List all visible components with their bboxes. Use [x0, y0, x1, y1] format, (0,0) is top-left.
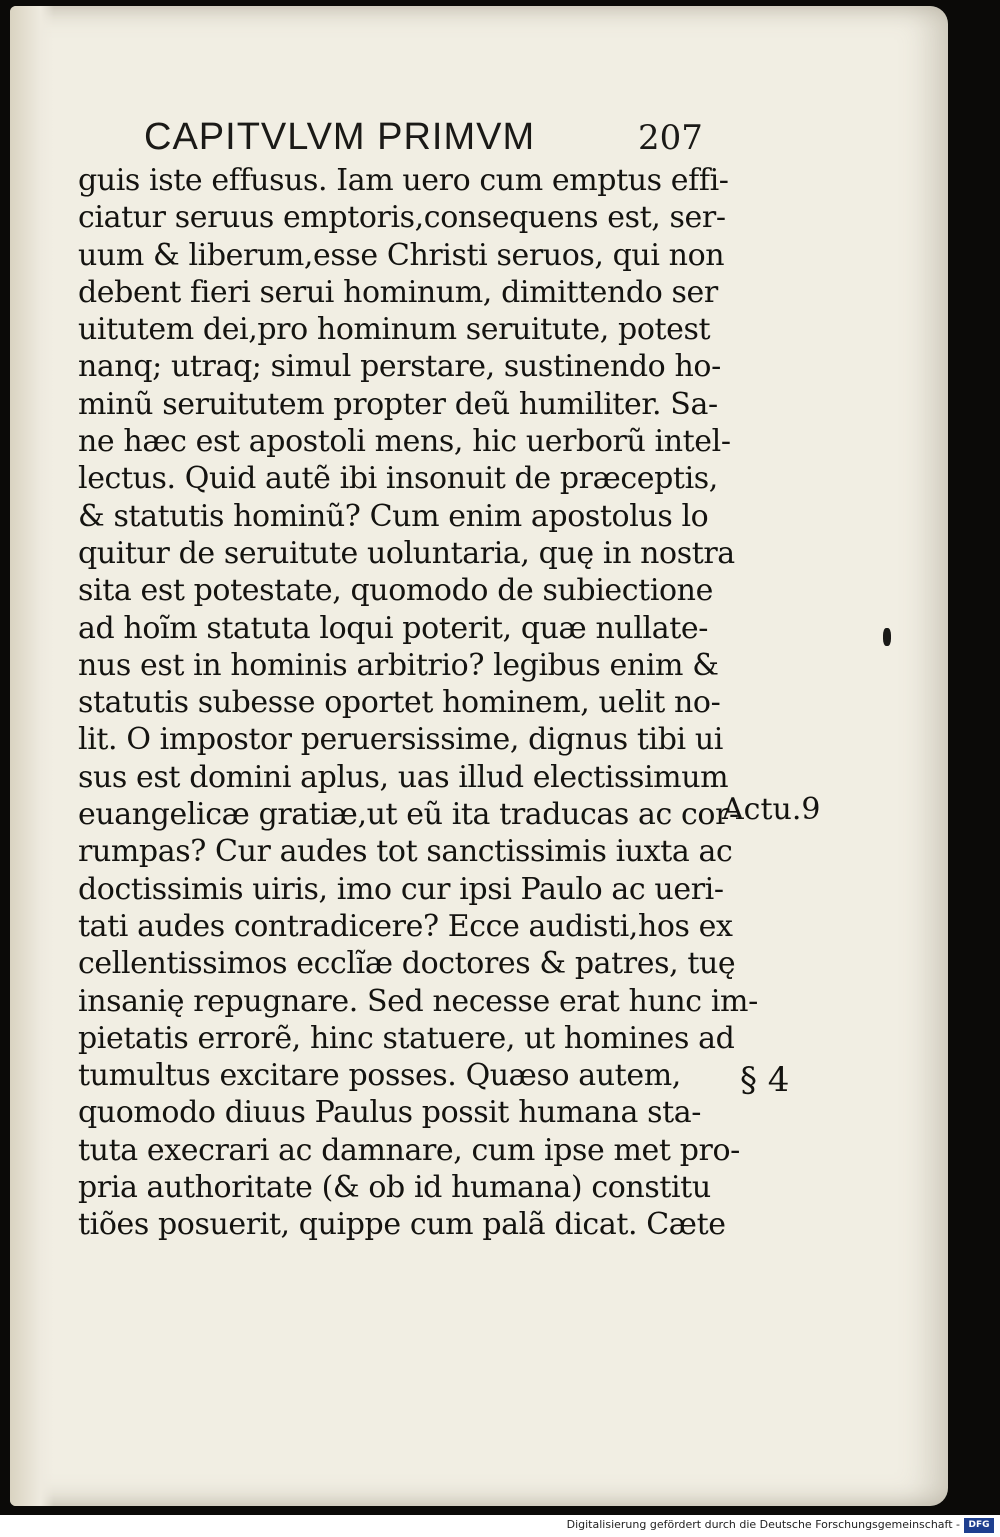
text-line: pria authoritate (& ob id humana) constitu [78, 1170, 711, 1206]
running-title: CAPITVLVM PRIMVM [144, 116, 536, 158]
text-line: pietatis errorẽ, hinc statuere, ut homines ad [78, 1020, 735, 1056]
digitization-credit-bar [0, 1515, 1000, 1537]
text-line: guis iste effusus. Iam uero cum emptus effi- [78, 163, 729, 198]
text-line: tumultus excitare posses. Quæso autem, [78, 1058, 681, 1094]
text-line: debent fieri serui hominum, dimittendo ser [78, 274, 718, 310]
page-number: 207 [638, 118, 703, 158]
text-line: lit. O impostor peruersissime, dignus tibi ui [78, 722, 723, 758]
text-line: insanię repugnare. Sed necesse erat hunc im- [78, 983, 758, 1019]
text-line: ad hoĩm statuta loqui poterit, quæ nullate- [78, 610, 708, 646]
page-header [130, 114, 710, 164]
text-line: euangelicæ gratiæ,ut eũ ita traducas ac cor- [78, 797, 739, 833]
dfg-logo-icon: DFG [964, 1518, 994, 1533]
text-line: rumpas? Cur audes tot sanctissimis iuxta ac [78, 834, 733, 870]
text-line: tati audes contradicere? Ecce audisti,hos ex [78, 908, 733, 944]
text-line: cellentissimos ecclĩæ doctores & patres, tuę [78, 946, 736, 982]
text-line: ciatur seruus emptoris,consequens est, ser- [78, 200, 726, 236]
text-line: ne hæc est apostoli mens, hic uerborũ intel- [78, 424, 731, 460]
text-line: lectus. Quid autẽ ibi insonuit de præceptis, [78, 461, 718, 497]
margin-note-section: § 4 [740, 1060, 790, 1100]
text-line: doctissimis uiris, imo cur ipsi Paulo ac ueri- [78, 871, 724, 907]
page-gutter-shadow [10, 6, 54, 1506]
text-line: sita est potestate, quomodo de subiectione [78, 573, 713, 609]
text-line: uum & liberum,esse Christi seruos, qui non [78, 237, 725, 273]
text-line: tiões posuerit, quippe cum palã dicat. Cæte [78, 1207, 726, 1243]
text-line: nus est in hominis arbitrio? legibus enim & [78, 647, 719, 683]
text-line: statutis subesse oportet hominem, uelit no- [78, 685, 721, 721]
text-line: quitur de seruitute uoluntaria, quę in nostra [78, 535, 735, 571]
text-line: tuta execrari ac damnare, cum ipse met pro- [78, 1132, 740, 1168]
text-line: quomodo diuus Paulus possit humana sta- [78, 1095, 701, 1131]
text-line: sus est domini aplus, uas illud electissimum [78, 759, 729, 795]
ink-spot [883, 628, 891, 646]
text-line: minũ seruitutem propter deũ humiliter. Sa- [78, 386, 718, 422]
margin-note-acts: Actu.9 [722, 792, 821, 827]
text-line: uitutem dei,pro hominum seruitute, potest [78, 312, 711, 348]
body-text [78, 162, 758, 1244]
book-page [10, 6, 948, 1506]
text-line: nanq; utraq; simul perstare, sustinendo ho- [78, 349, 721, 385]
credit-text: Digitalisierung gefördert durch die Deutsche Forschungsgemeinschaft - [566, 1518, 960, 1531]
text-line: & statutis hominũ? Cum enim apostolus lo [78, 498, 709, 534]
